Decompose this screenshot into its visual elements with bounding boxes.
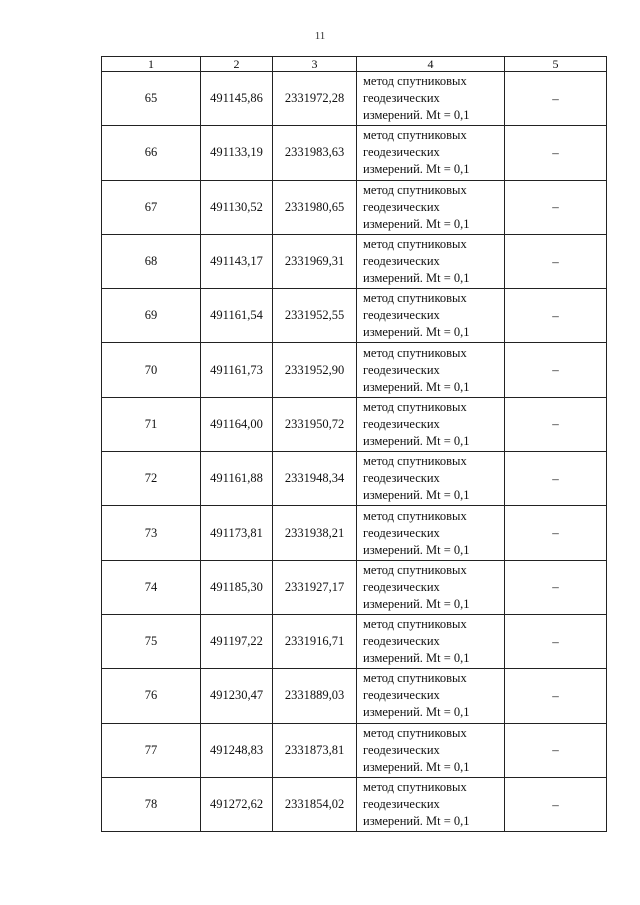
y-coordinate-cell: 2331854,02 <box>273 777 357 831</box>
table-row <box>102 180 607 234</box>
table-row <box>102 397 607 451</box>
point-number-cell: 65 <box>102 72 201 126</box>
y-coordinate-cell: 2331969,31 <box>273 234 357 288</box>
note-cell: – <box>505 234 607 288</box>
method-cell: метод спутниковых геодезических измерений. Mt = 0,1 <box>357 506 505 560</box>
y-coordinate-cell: 2331972,28 <box>273 72 357 126</box>
method-cell: метод спутниковых геодезических измерений. Mt = 0,1 <box>357 126 505 180</box>
table-row <box>102 723 607 777</box>
column-header-5: 5 <box>505 57 607 72</box>
method-cell: метод спутниковых геодезических измерений. Mt = 0,1 <box>357 397 505 451</box>
table-row <box>102 234 607 288</box>
note-cell: – <box>505 506 607 560</box>
point-number-cell: 68 <box>102 234 201 288</box>
y-coordinate-cell: 2331952,90 <box>273 343 357 397</box>
y-coordinate-cell: 2331952,55 <box>273 289 357 343</box>
note-cell: – <box>505 72 607 126</box>
point-number-cell: 71 <box>102 397 201 451</box>
note-cell: – <box>505 343 607 397</box>
x-coordinate-cell: 491161,88 <box>201 452 273 506</box>
point-number-cell: 70 <box>102 343 201 397</box>
note-cell: – <box>505 180 607 234</box>
x-coordinate-cell: 491145,86 <box>201 72 273 126</box>
method-cell: метод спутниковых геодезических измерений. Mt = 0,1 <box>357 289 505 343</box>
note-cell: – <box>505 289 607 343</box>
table-body <box>102 72 607 832</box>
x-coordinate-cell: 491173,81 <box>201 506 273 560</box>
point-number-cell: 73 <box>102 506 201 560</box>
method-cell: метод спутниковых геодезических измерений. Mt = 0,1 <box>357 234 505 288</box>
note-cell: – <box>505 560 607 614</box>
method-cell: метод спутниковых геодезических измерений. Mt = 0,1 <box>357 777 505 831</box>
column-header-4: 4 <box>357 57 505 72</box>
table-row <box>102 72 607 126</box>
y-coordinate-cell: 2331927,17 <box>273 560 357 614</box>
method-cell: метод спутниковых геодезических измерений. Mt = 0,1 <box>357 560 505 614</box>
x-coordinate-cell: 491130,52 <box>201 180 273 234</box>
table-row <box>102 343 607 397</box>
point-number-cell: 78 <box>102 777 201 831</box>
y-coordinate-cell: 2331948,34 <box>273 452 357 506</box>
y-coordinate-cell: 2331938,21 <box>273 506 357 560</box>
y-coordinate-cell: 2331983,63 <box>273 126 357 180</box>
note-cell: – <box>505 614 607 668</box>
method-cell: метод спутниковых геодезических измерений. Mt = 0,1 <box>357 343 505 397</box>
note-cell: – <box>505 397 607 451</box>
note-cell: – <box>505 723 607 777</box>
page-number: 11 <box>314 30 326 42</box>
method-cell: метод спутниковых геодезических измерений. Mt = 0,1 <box>357 723 505 777</box>
table-row <box>102 560 607 614</box>
note-cell: – <box>505 669 607 723</box>
x-coordinate-cell: 491161,54 <box>201 289 273 343</box>
table-row <box>102 452 607 506</box>
y-coordinate-cell: 2331980,65 <box>273 180 357 234</box>
table-row <box>102 669 607 723</box>
x-coordinate-cell: 491272,62 <box>201 777 273 831</box>
x-coordinate-cell: 491164,00 <box>201 397 273 451</box>
x-coordinate-cell: 491248,83 <box>201 723 273 777</box>
x-coordinate-cell: 491230,47 <box>201 669 273 723</box>
method-cell: метод спутниковых геодезических измерений. Mt = 0,1 <box>357 614 505 668</box>
x-coordinate-cell: 491185,30 <box>201 560 273 614</box>
y-coordinate-cell: 2331873,81 <box>273 723 357 777</box>
table-row <box>102 614 607 668</box>
x-coordinate-cell: 491143,17 <box>201 234 273 288</box>
point-number-cell: 72 <box>102 452 201 506</box>
method-cell: метод спутниковых геодезических измерений. Mt = 0,1 <box>357 180 505 234</box>
point-number-cell: 76 <box>102 669 201 723</box>
x-coordinate-cell: 491161,73 <box>201 343 273 397</box>
table-row <box>102 289 607 343</box>
y-coordinate-cell: 2331950,72 <box>273 397 357 451</box>
table-row <box>102 506 607 560</box>
y-coordinate-cell: 2331916,71 <box>273 614 357 668</box>
column-header-2: 2 <box>201 57 273 72</box>
point-number-cell: 77 <box>102 723 201 777</box>
x-coordinate-cell: 491133,19 <box>201 126 273 180</box>
point-number-cell: 75 <box>102 614 201 668</box>
point-number-cell: 67 <box>102 180 201 234</box>
note-cell: – <box>505 452 607 506</box>
table-row <box>102 126 607 180</box>
note-cell: – <box>505 777 607 831</box>
y-coordinate-cell: 2331889,03 <box>273 669 357 723</box>
point-number-cell: 74 <box>102 560 201 614</box>
x-coordinate-cell: 491197,22 <box>201 614 273 668</box>
note-cell: – <box>505 126 607 180</box>
column-header-1: 1 <box>102 57 201 72</box>
point-number-cell: 69 <box>102 289 201 343</box>
point-number-cell: 66 <box>102 126 201 180</box>
method-cell: метод спутниковых геодезических измерений. Mt = 0,1 <box>357 452 505 506</box>
coordinates-table <box>101 56 607 832</box>
method-cell: метод спутниковых геодезических измерений. Mt = 0,1 <box>357 669 505 723</box>
table-row <box>102 777 607 831</box>
column-header-3: 3 <box>273 57 357 72</box>
method-cell: метод спутниковых геодезических измерений. Mt = 0,1 <box>357 72 505 126</box>
table-header-row <box>102 57 607 72</box>
